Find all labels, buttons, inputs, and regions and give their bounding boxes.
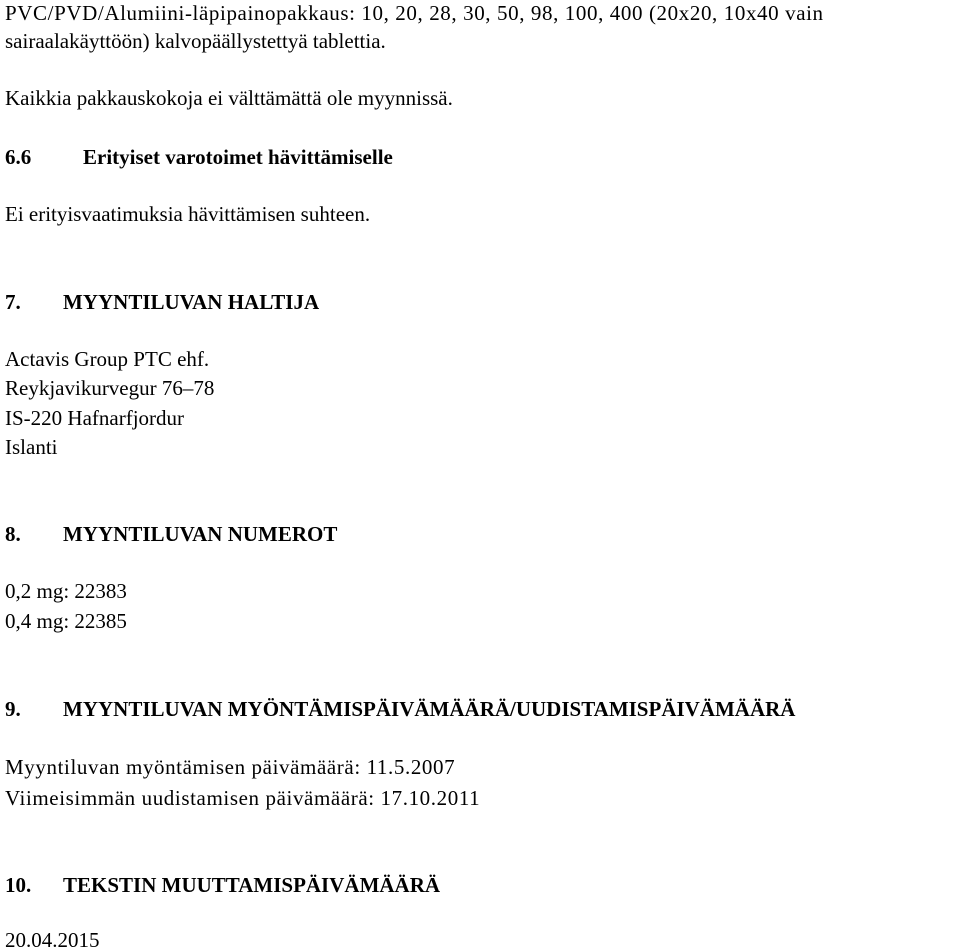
packaging-availability: Kaikkia pakkauskokoja ei välttämättä ole myynnissä. bbox=[5, 86, 453, 110]
address-line: Actavis Group PTC ehf. bbox=[5, 347, 210, 371]
section-8-number: 8. bbox=[5, 522, 21, 546]
first-granted-date: Myyntiluvan myöntämisen päivämäärä: 11.5.2007 bbox=[5, 755, 456, 779]
address-line: Reykjavikurvegur 76–78 bbox=[5, 376, 215, 400]
address-line: Islanti bbox=[5, 435, 58, 459]
last-renewed-date: Viimeisimmän uudistamisen päivämäärä: 17.10.2011 bbox=[5, 786, 481, 810]
section-10-number: 10. bbox=[5, 873, 32, 897]
revision-date: 20.04.2015 bbox=[5, 928, 100, 952]
section-7-heading bbox=[5, 290, 319, 314]
section-6-6-text: Ei erityisvaatimuksia hävittämisen suhteen. bbox=[5, 202, 371, 226]
section-6-6-title: Erityiset varotoimet hävittämiselle bbox=[83, 145, 393, 169]
section-9-number: 9. bbox=[5, 697, 21, 721]
section-10-title: TEKSTIN MUUTTAMISPÄIVÄMÄÄRÄ bbox=[63, 873, 441, 897]
section-7-title: MYYNTILUVAN HALTIJA bbox=[63, 290, 320, 314]
section-6-6-heading bbox=[5, 145, 393, 169]
section-6-6-number: 6.6 bbox=[5, 145, 32, 169]
authorization-number: 0,4 mg: 22385 bbox=[5, 609, 127, 633]
section-7-number: 7. bbox=[5, 290, 21, 314]
section-8-heading bbox=[5, 522, 337, 546]
section-10-heading bbox=[5, 873, 440, 897]
section-8-title: MYYNTILUVAN NUMEROT bbox=[63, 522, 338, 546]
address-line: IS-220 Hafnarfjordur bbox=[5, 406, 185, 430]
authorization-number: 0,2 mg: 22383 bbox=[5, 579, 127, 603]
section-9-title: MYYNTILUVAN MYÖNTÄMISPÄIVÄMÄÄRÄ/UUDISTAMISPÄIVÄMÄÄRÄ bbox=[63, 697, 796, 721]
packaging-line-1: PVC/PVD/Alumiini-läpipainopakkaus: 10, 20, 28, 30, 50, 98, 100, 400 (20x20, 10x40 vain bbox=[5, 1, 824, 25]
packaging-line-2: sairaalakäyttöön) kalvopäällystettyä tablettia. bbox=[5, 29, 386, 53]
section-9-heading bbox=[5, 697, 795, 721]
